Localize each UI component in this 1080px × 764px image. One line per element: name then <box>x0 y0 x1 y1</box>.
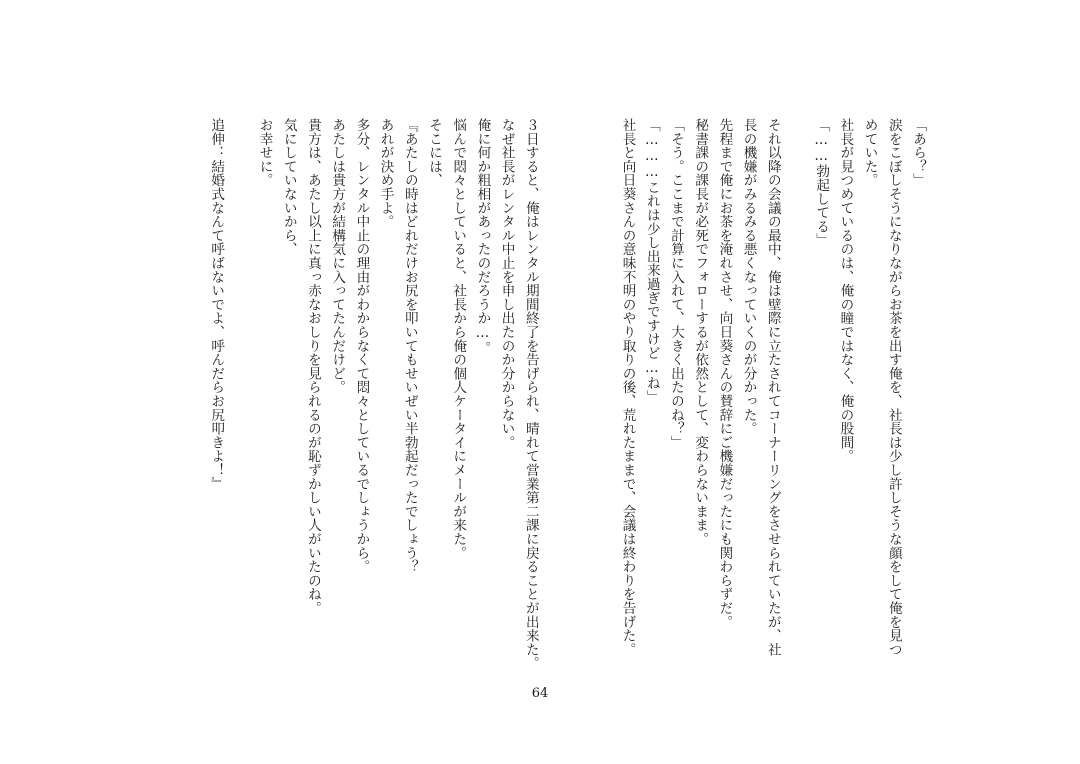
text-line: 「………これは少し出来過ぎですけど…ね」 <box>643 118 660 404</box>
text-line: 「そう。ここまで計算に入れて、大きく出たのね？」 <box>667 118 684 450</box>
text-line: 社長が見つめているのは、俺の瞳ではなく、俺の股間。 <box>837 118 854 463</box>
text-line: なぜ社長がレンタル中止を申し出たのか分からない。 <box>498 118 515 450</box>
text-line: 先程まで俺にお茶を淹れさせ、向日葵さんの賛辞にご機嫌だったにも関わらずだ。 <box>716 118 733 629</box>
blank-line <box>785 118 809 678</box>
vertical-text-block <box>140 118 930 678</box>
text-line: 『あたしの時はどれだけお尻を叩いてもせいぜい半勃起だったでしょう？ <box>401 118 418 574</box>
text-line: そこには、 <box>426 118 442 187</box>
text-line: 多分、レンタル中止の理由がわからなくて悶々としているでしょうから。 <box>353 118 370 574</box>
text-line: 「あら？」 <box>910 118 926 187</box>
text-line: それ以降の会議の最中、俺は壁際に立たされてコーナーリングをさせられていたが、社 <box>764 118 781 657</box>
text-line: めていた。 <box>861 118 878 187</box>
blank-line <box>543 118 567 678</box>
text-line: あれが決め手よ。 <box>377 118 394 229</box>
text-line: 秘書課の課長が必死でフォローするが依然として、変わらないまま。 <box>692 118 709 546</box>
text-line: 貴方は、あたし以上に真っ赤なおしりを見られるのが恥ずかしい人がいたのね。 <box>304 118 321 615</box>
text-line: 気にしていないから、 <box>280 118 297 256</box>
text-line: ３日すると、俺はレンタル期間終了を告げられ、晴れて営業第二課に戻ることが出来た。 <box>522 118 539 670</box>
page-number: 64 <box>531 686 549 701</box>
text-line: 「……勃起してる」 <box>813 118 830 247</box>
text-line: お幸せに。 <box>256 118 273 187</box>
text-line: 追伸：結婚式なんて呼ばないでよ、呼んだらお尻叩きよ！』 <box>208 118 225 491</box>
blank-line <box>228 118 252 678</box>
text-line: 社長と向日葵さんの意味不明のやり取りの後、荒れたままで、会議は終わりを告げた。 <box>619 118 636 657</box>
text-line: あたしは貴方が結構気に入ってたんだけど。 <box>329 118 346 394</box>
text-line: 悩んで悶々としていると、社長から俺の個人ケータイにメールが来た。 <box>450 118 467 560</box>
text-line: 長の機嫌がみるみる悪くなっていくのが分かった。 <box>740 118 757 436</box>
blank-line <box>567 118 591 678</box>
text-line: 俺に何か粗相があったのだろうか…。 <box>474 118 491 355</box>
text-line: 涙をこぼしそうになりながらお茶を出す俺を、社長は少し許しそうな顔をして俺を見つ <box>885 118 902 657</box>
blank-line <box>591 118 615 678</box>
